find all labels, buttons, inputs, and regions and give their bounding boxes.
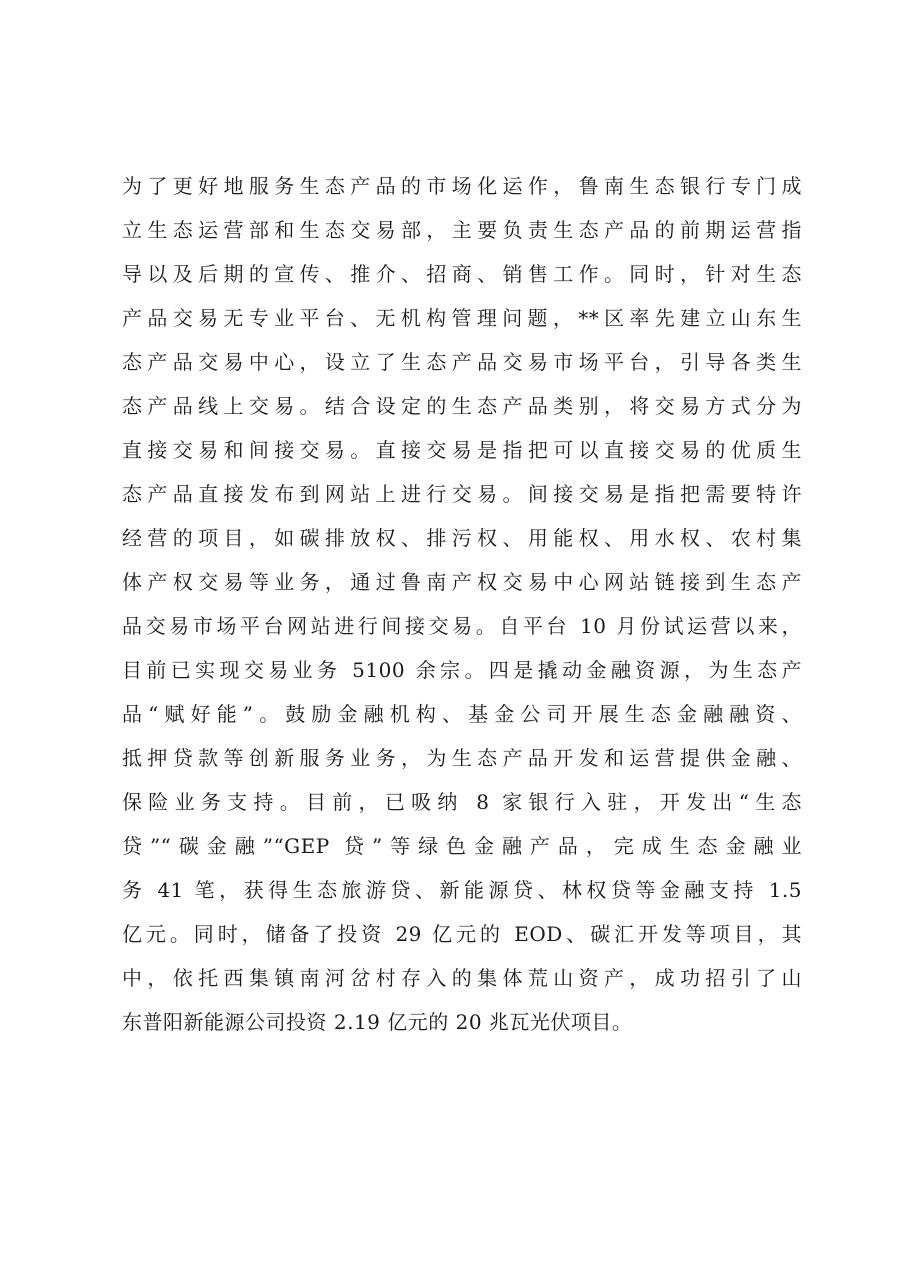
text-line: 务 41 笔，获得生态旅游贷、新能源贷、林权贷等金融支持 1.5: [122, 878, 802, 902]
text-line: 态产品线上交易。结合设定的生态产品类别，将交易方式分为: [122, 394, 802, 418]
text-line: 品“赋好能”。鼓励金融机构、基金公司开展生态金融融资、: [122, 702, 802, 726]
text-line: 直接交易和间接交易。直接交易是指把可以直接交易的优质生: [122, 438, 802, 462]
text-line: 目前已实现交易业务 5100 余宗。四是撬动金融资源，为生态产: [122, 658, 802, 682]
text-line: 产品交易无专业平台、无机构管理问题，**区率先建立山东生: [122, 306, 802, 330]
text-line: 经营的项目，如碳排放权、排污权、用能权、用水权、农村集: [122, 526, 802, 550]
text-line: 立生态运营部和生态交易部，主要负责生态产品的前期运营指: [122, 218, 802, 242]
text-line: 保险业务支持。目前，已吸纳 8 家银行入驻，开发出“生态: [122, 790, 802, 814]
text-line: 为了更好地服务生态产品的市场化运作，鲁南生态银行专门成: [122, 174, 802, 198]
text-line: 中，依托西集镇南河岔村存入的集体荒山资产，成功招引了山: [122, 966, 802, 990]
text-line: 态产品直接发布到网站上进行交易。间接交易是指把需要特许: [122, 482, 802, 506]
text-line: 导以及后期的宣传、推介、招商、销售工作。同时，针对生态: [122, 262, 802, 286]
text-line: 贷”“碳金融”“GEP 贷”等绿色金融产品，完成生态金融业: [122, 834, 802, 858]
text-line: 态产品交易中心，设立了生态产品交易市场平台，引导各类生: [122, 350, 802, 374]
text-line: 亿元。同时，储备了投资 29 亿元的 EOD、碳汇开发等项目，其: [122, 922, 802, 946]
text-line: 抵押贷款等创新服务业务，为生态产品开发和运营提供金融、: [122, 746, 802, 770]
text-line: 品交易市场平台网站进行间接交易。自平台 10 月份试运营以来，: [122, 614, 802, 638]
body-paragraph: [122, 164, 802, 1044]
text-line: 东普阳新能源公司投资 2.19 亿元的 20 兆瓦光伏项目。: [122, 1010, 633, 1034]
text-line: 体产权交易等业务，通过鲁南产权交易中心网站链接到生态产: [122, 570, 802, 594]
